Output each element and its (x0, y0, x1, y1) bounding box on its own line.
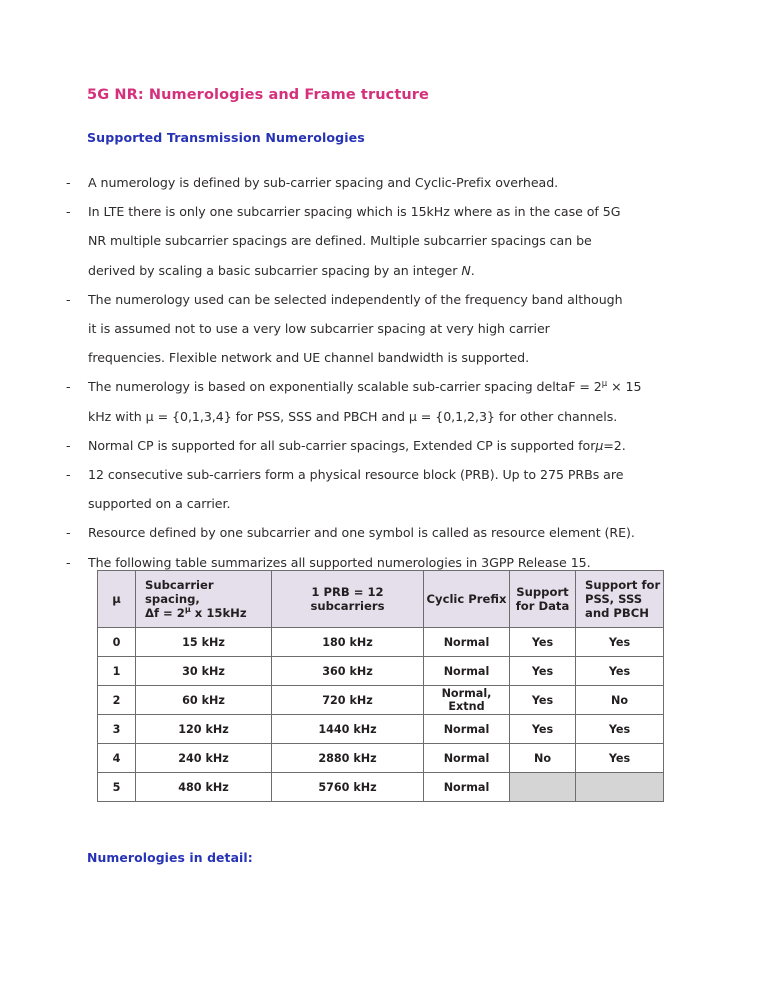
table-body (98, 628, 664, 802)
cell-cyclic-prefix: Normal (424, 744, 510, 773)
page-title: 5G NR: Numerologies and Frame tructure (87, 87, 429, 103)
cell-support-for-data: No (510, 744, 576, 773)
bullet-item (0, 285, 768, 373)
bullet-marker: - (66, 204, 71, 220)
table-row (98, 686, 664, 715)
cell-mu: 1 (98, 657, 136, 686)
column-header-support-for-data-line1: Support (516, 584, 569, 599)
cell-mu: 0 (98, 628, 136, 657)
table-row (98, 744, 664, 773)
bullet-list (0, 168, 768, 577)
cell-prb: 5760 kHz (272, 773, 424, 802)
cell-subcarrier-spacing: 120 kHz (136, 715, 272, 744)
column-header-support-pss-line3: and PBCH (585, 606, 649, 621)
cell-cyclic-prefix: Normal, Extnd (424, 686, 510, 715)
table-row (98, 715, 664, 744)
cell-subcarrier-spacing: 240 kHz (136, 744, 272, 773)
cell-prb: 360 kHz (272, 657, 424, 686)
bullet-marker: - (66, 554, 71, 570)
cell-support-for-data: Yes (510, 657, 576, 686)
column-header-subcarrier-spacing-line1: Subcarrier spacing, (145, 577, 214, 606)
section-heading-numerologies-in-detail: Numerologies in detail: (87, 850, 253, 865)
bullet-marker: - (66, 379, 71, 395)
column-header-subcarrier-spacing-exponent: µ (184, 605, 191, 615)
bullet-marker: - (66, 437, 71, 453)
bullet-item (0, 518, 768, 547)
cell-mu: 3 (98, 715, 136, 744)
cell-mu: 5 (98, 773, 136, 802)
bullet-marker: - (66, 291, 71, 307)
bullet-marker: - (66, 525, 71, 541)
bullet-line: 12 consecutive sub-carriers form a physical resource block (PRB). Up to 275 PRBs are (88, 467, 624, 483)
bullet-item (0, 197, 768, 285)
table-row (98, 628, 664, 657)
cell-mu: 2 (98, 686, 136, 715)
bullet-line: it is assumed not to use a very low subcarrier spacing at very high carrier (88, 321, 550, 337)
cell-prb: 180 kHz (272, 628, 424, 657)
cell-subcarrier-spacing: 15 kHz (136, 628, 272, 657)
cell-prb: 1440 kHz (272, 715, 424, 744)
cell-support-for-data: Yes (510, 715, 576, 744)
column-header-support-pss-line1: Support for (585, 577, 661, 592)
table-header (98, 571, 664, 628)
cell-prb: 720 kHz (272, 686, 424, 715)
column-header-subcarrier-spacing (136, 571, 272, 628)
cell-mu: 4 (98, 744, 136, 773)
column-header-subcarrier-spacing-formula-suffix: x 15kHz (190, 606, 247, 621)
column-header-prb (272, 571, 424, 628)
cell-subcarrier-spacing: 60 kHz (136, 686, 272, 715)
bullet-line: The numerology used can be selected independently of the frequency band although (88, 291, 623, 307)
section-heading-supported-transmission-numerologies: Supported Transmission Numerologies (87, 130, 365, 145)
bullet-line: A numerology is defined by sub-carrier spacing and Cyclic-Prefix overhead. (88, 175, 559, 190)
cell-support-for-pss: Yes (576, 628, 664, 657)
table-row (98, 773, 664, 802)
column-header-cyclic-prefix: Cyclic Prefix (424, 571, 510, 628)
bullet-line: kHz with µ = {0,1,3,4} for PSS, SSS and PBCH and µ = {0,1,2,3} for other channels. (88, 408, 618, 424)
cell-support-for-data (510, 773, 576, 802)
column-header-support-for-data-line2: for Data (515, 599, 570, 613)
cell-support-for-pss: No (576, 686, 664, 715)
column-header-support-for-data (510, 571, 576, 628)
bullet-marker: - (66, 175, 71, 190)
column-header-prb-line2: subcarriers (310, 599, 385, 613)
bullet-line: The following table summarizes all supported numerologies in 3GPP Release 15. (88, 554, 591, 570)
cell-subcarrier-spacing: 30 kHz (136, 657, 272, 686)
cell-prb: 2880 kHz (272, 744, 424, 773)
bullet-marker: - (66, 467, 71, 483)
numerology-table (97, 570, 664, 802)
cell-support-for-pss: Yes (576, 715, 664, 744)
table-header-row (98, 571, 664, 628)
bullet-line: NR multiple subcarrier spacings are defined. Multiple subcarrier spacings can be (88, 233, 592, 249)
column-header-support-pss-line2: PSS, SSS (585, 591, 643, 606)
bullet-line: The numerology is based on exponentially scalable sub-carrier spacing deltaF = $2^\mu \times 15$ (88, 379, 642, 395)
bullet-line: supported on a carrier. (88, 496, 231, 512)
bullet-line: Resource defined by one subcarrier and one symbol is called as resource element (RE). (88, 525, 635, 541)
column-header-subcarrier-spacing-formula-prefix: Δf = 2 (145, 606, 185, 621)
cell-support-for-pss: Yes (576, 657, 664, 686)
bullet-item (0, 372, 768, 430)
bullet-item (0, 431, 768, 460)
table-row (98, 657, 664, 686)
column-header-mu: µ (98, 571, 136, 628)
cell-support-for-data: Yes (510, 628, 576, 657)
bullet-line: In LTE there is only one subcarrier spacing which is 15kHz where as in the case of 5G (88, 204, 621, 220)
cell-support-for-pss (576, 773, 664, 802)
cell-subcarrier-spacing: 480 kHz (136, 773, 272, 802)
cell-cyclic-prefix: Normal (424, 657, 510, 686)
bullet-line: Normal CP is supported for all sub-carrier spacings, Extended CP is supported forµ=2. (88, 437, 626, 453)
cell-cyclic-prefix: Normal (424, 628, 510, 657)
column-header-prb-line1: 1 PRB = 12 (311, 584, 384, 599)
cell-support-for-pss: Yes (576, 744, 664, 773)
cell-cyclic-prefix: Normal (424, 773, 510, 802)
bullet-line: frequencies. Flexible network and UE channel bandwidth is supported. (88, 350, 530, 366)
bullet-item (0, 460, 768, 518)
cell-cyclic-prefix: Normal (424, 715, 510, 744)
bullet-item (0, 168, 768, 197)
bullet-line: derived by scaling a basic subcarrier spacing by an integer N. (88, 262, 475, 278)
cell-support-for-data: Yes (510, 686, 576, 715)
column-header-support-for-pss-sss-pbch (576, 571, 664, 628)
numerology-table-container (97, 570, 663, 802)
